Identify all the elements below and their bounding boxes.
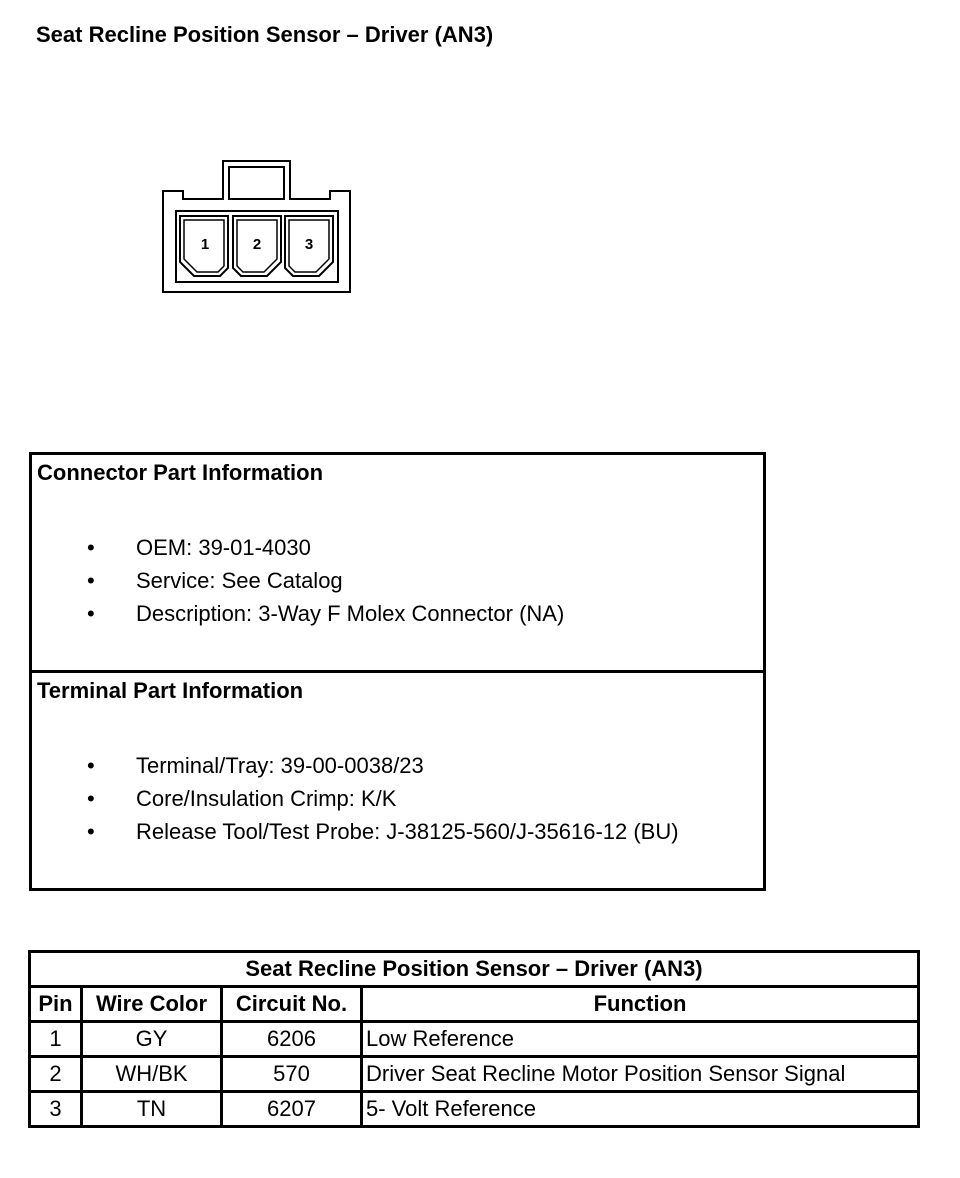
- list-item: [32, 597, 564, 630]
- list-item-text: OEM: 39-01-4030: [136, 535, 311, 560]
- list-item-text: Core/Insulation Crimp: K/K: [136, 786, 397, 811]
- wire-color-cell: TN: [82, 1092, 222, 1127]
- terminal-part-info: [32, 673, 763, 888]
- list-item: [32, 531, 564, 564]
- table-caption: Seat Recline Position Sensor – Driver (AN3): [30, 952, 919, 987]
- list-item-text: Service: See Catalog: [136, 568, 343, 593]
- wire-color-cell: WH/BK: [82, 1057, 222, 1092]
- connector-part-heading: Connector Part Information: [37, 460, 324, 485]
- terminal-part-list: [32, 749, 679, 848]
- connector-part-info: [32, 455, 763, 673]
- connector-latch: [229, 167, 284, 199]
- column-header-pin: Pin: [30, 987, 82, 1022]
- table-row: [30, 1057, 919, 1092]
- list-item: [32, 749, 679, 782]
- list-item-text: Terminal/Tray: 39-00-0038/23: [136, 753, 424, 778]
- function-cell: 5- Volt Reference: [362, 1092, 919, 1127]
- column-header-wire-color: Wire Color: [82, 987, 222, 1022]
- circuit-no-cell: 6207: [222, 1092, 362, 1127]
- pin-label-1: 1: [200, 236, 210, 253]
- circuit-no-cell: 570: [222, 1057, 362, 1092]
- terminal-part-heading: Terminal Part Information: [37, 678, 304, 703]
- connector-diagram: [160, 158, 354, 296]
- bullet-icon: •: [87, 601, 95, 626]
- circuit-no-cell: 6206: [222, 1022, 362, 1057]
- bullet-icon: •: [87, 753, 95, 778]
- pin-label-2: 2: [252, 236, 262, 253]
- table-header-row: [30, 987, 919, 1022]
- list-item: [32, 815, 679, 848]
- pin-cell: 1: [30, 1022, 82, 1057]
- list-item-text: Description: 3-Way F Molex Connector (NA): [136, 601, 565, 626]
- table-row: [30, 1022, 919, 1057]
- list-item: [32, 782, 679, 815]
- function-cell: Driver Seat Recline Motor Position Sensor Signal: [362, 1057, 919, 1092]
- table-caption-row: [30, 952, 919, 987]
- bullet-icon: •: [87, 786, 95, 811]
- list-item-text: Release Tool/Test Probe: J-38125-560/J-35616-12 (BU): [136, 819, 679, 844]
- pin-cell: 3: [30, 1092, 82, 1127]
- column-header-circuit-no: Circuit No.: [222, 987, 362, 1022]
- pin-table: [28, 950, 920, 1128]
- column-header-function: Function: [362, 987, 919, 1022]
- function-cell: Low Reference: [362, 1022, 919, 1057]
- table-row: [30, 1092, 919, 1127]
- bullet-icon: •: [87, 819, 95, 844]
- list-item: [32, 564, 564, 597]
- wire-color-cell: GY: [82, 1022, 222, 1057]
- pin-label-3: 3: [304, 236, 314, 253]
- connector-part-list: [32, 531, 564, 630]
- bullet-icon: •: [87, 568, 95, 593]
- part-info-box: [29, 452, 766, 891]
- bullet-icon: •: [87, 535, 95, 560]
- page-title: Seat Recline Position Sensor – Driver (AN3): [36, 22, 494, 47]
- pin-cell: 2: [30, 1057, 82, 1092]
